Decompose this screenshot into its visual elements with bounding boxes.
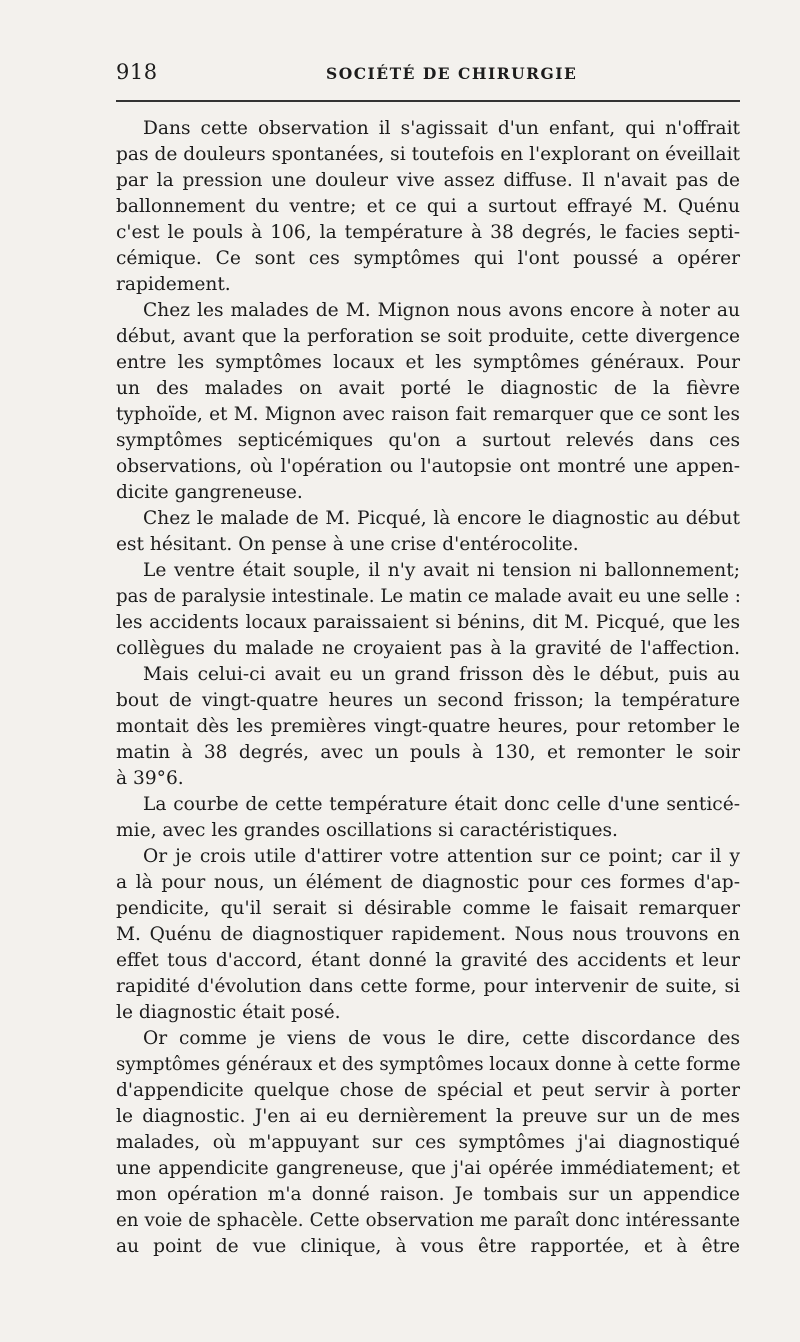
text-line: symptômes généraux et des symptômes locaux donne à cette forme xyxy=(116,1054,741,1075)
text-line: Le ventre était souple, il n'y avait ni tension ni ballonnement; xyxy=(143,560,740,581)
text-line: ballonnement du ventre; et ce qui a surtout effrayé M. Quénu xyxy=(116,196,740,217)
text-line: c'est le pouls à 106, la température à 38 degrés, le facies septi- xyxy=(116,222,740,243)
text-line: une appendicite gangreneuse, que j'ai opérée immédiatement; et xyxy=(116,1158,740,1179)
text-line: en voie de sphacèle. Cette observation me paraît donc intéressante xyxy=(116,1210,740,1231)
text-line: malades, où m'appuyant sur ces symptômes j'ai diagnostiqué xyxy=(116,1132,740,1153)
running-title: SOCIÉTÉ DE CHIRURGIE xyxy=(326,64,578,83)
text-line: bout de vingt-quatre heures un second frisson; la température xyxy=(116,690,740,711)
text-line: le diagnostic était posé. xyxy=(116,1002,341,1023)
text-line: Chez le malade de M. Picqué, là encore le diagnostic au début xyxy=(143,508,740,529)
text-line: a là pour nous, un élément de diagnostic pour ces formes d'ap- xyxy=(116,872,740,893)
text-line: par la pression une douleur vive assez diffuse. Il n'avait pas de xyxy=(116,170,740,191)
text-line: mie, avec les grandes oscillations si caractéristiques. xyxy=(116,820,618,841)
text-line: pas de paralysie intestinale. Le matin ce malade avait eu une selle : xyxy=(116,586,741,607)
text-line: rapidement. xyxy=(116,274,231,295)
text-line: observations, où l'opération ou l'autopsie ont montré une appen- xyxy=(116,456,740,477)
text-line: collègues du malade ne croyaient pas à la gravité de l'affection. xyxy=(116,638,740,659)
page-number: 918 xyxy=(116,60,158,84)
text-line: le diagnostic. J'en ai eu dernièrement la preuve sur un de mes xyxy=(116,1106,740,1127)
text-line: Or je crois utile d'attirer votre attention sur ce point; car il y xyxy=(143,846,740,867)
text-line: matin à 38 degrés, avec un pouls à 130, et remonter le soir xyxy=(116,742,740,763)
header-rule xyxy=(116,100,740,102)
text-line: typhoïde, et M. Mignon avec raison fait remarquer que ce sont les xyxy=(116,404,740,425)
text-line: symptômes septicémiques qu'on a surtout relevés dans ces xyxy=(116,430,740,451)
text-line: rapidité d'évolution dans cette forme, pour intervenir de suite, si xyxy=(116,976,740,997)
text-line: pas de douleurs spontanées, si toutefois en l'explorant on éveillait xyxy=(116,144,740,165)
text-line: Chez les malades de M. Mignon nous avons encore à noter au xyxy=(143,300,740,321)
text-line: est hésitant. On pense à une crise d'entérocolite. xyxy=(116,534,579,555)
text-line: cémique. Ce sont ces symptômes qui l'ont poussé a opérer xyxy=(116,248,740,269)
text-line: les accidents locaux paraissaient si bénins, dit M. Picqué, que les xyxy=(116,612,740,633)
text-line: début, avant que la perforation se soit produite, cette divergence xyxy=(116,326,740,347)
text-line: La courbe de cette température était donc celle d'une senticé- xyxy=(143,794,740,815)
running-header xyxy=(116,60,740,90)
text-line: dicite gangreneuse. xyxy=(116,482,303,503)
text-line: montait dès les premières vingt-quatre heures, pour retomber le xyxy=(116,716,740,737)
text-line: à 39°6. xyxy=(116,768,184,789)
text-line: Mais celui-ci avait eu un grand frisson dès le début, puis au xyxy=(143,664,740,685)
text-line: M. Quénu de diagnostiquer rapidement. Nous nous trouvons en xyxy=(116,924,740,945)
text-line: un des malades on avait porté le diagnostic de la fièvre xyxy=(116,378,740,399)
text-line: Or comme je viens de vous le dire, cette discordance des xyxy=(143,1028,740,1049)
text-line: mon opération m'a donné raison. Je tombais sur un appendice xyxy=(116,1184,740,1205)
text-line: pendicite, qu'il serait si désirable comme le faisait remarquer xyxy=(116,898,740,919)
text-line: effet tous d'accord, étant donné la gravité des accidents et leur xyxy=(116,950,740,971)
text-line: entre les symptômes locaux et les symptômes généraux. Pour xyxy=(116,352,740,373)
text-line: d'appendicite quelque chose de spécial et peut servir à porter xyxy=(116,1080,740,1101)
body-text xyxy=(116,116,740,1260)
text-line: Dans cette observation il s'agissait d'un enfant, qui n'offrait xyxy=(143,118,740,139)
text-line: au point de vue clinique, à vous être rapportée, et à être xyxy=(116,1236,740,1257)
